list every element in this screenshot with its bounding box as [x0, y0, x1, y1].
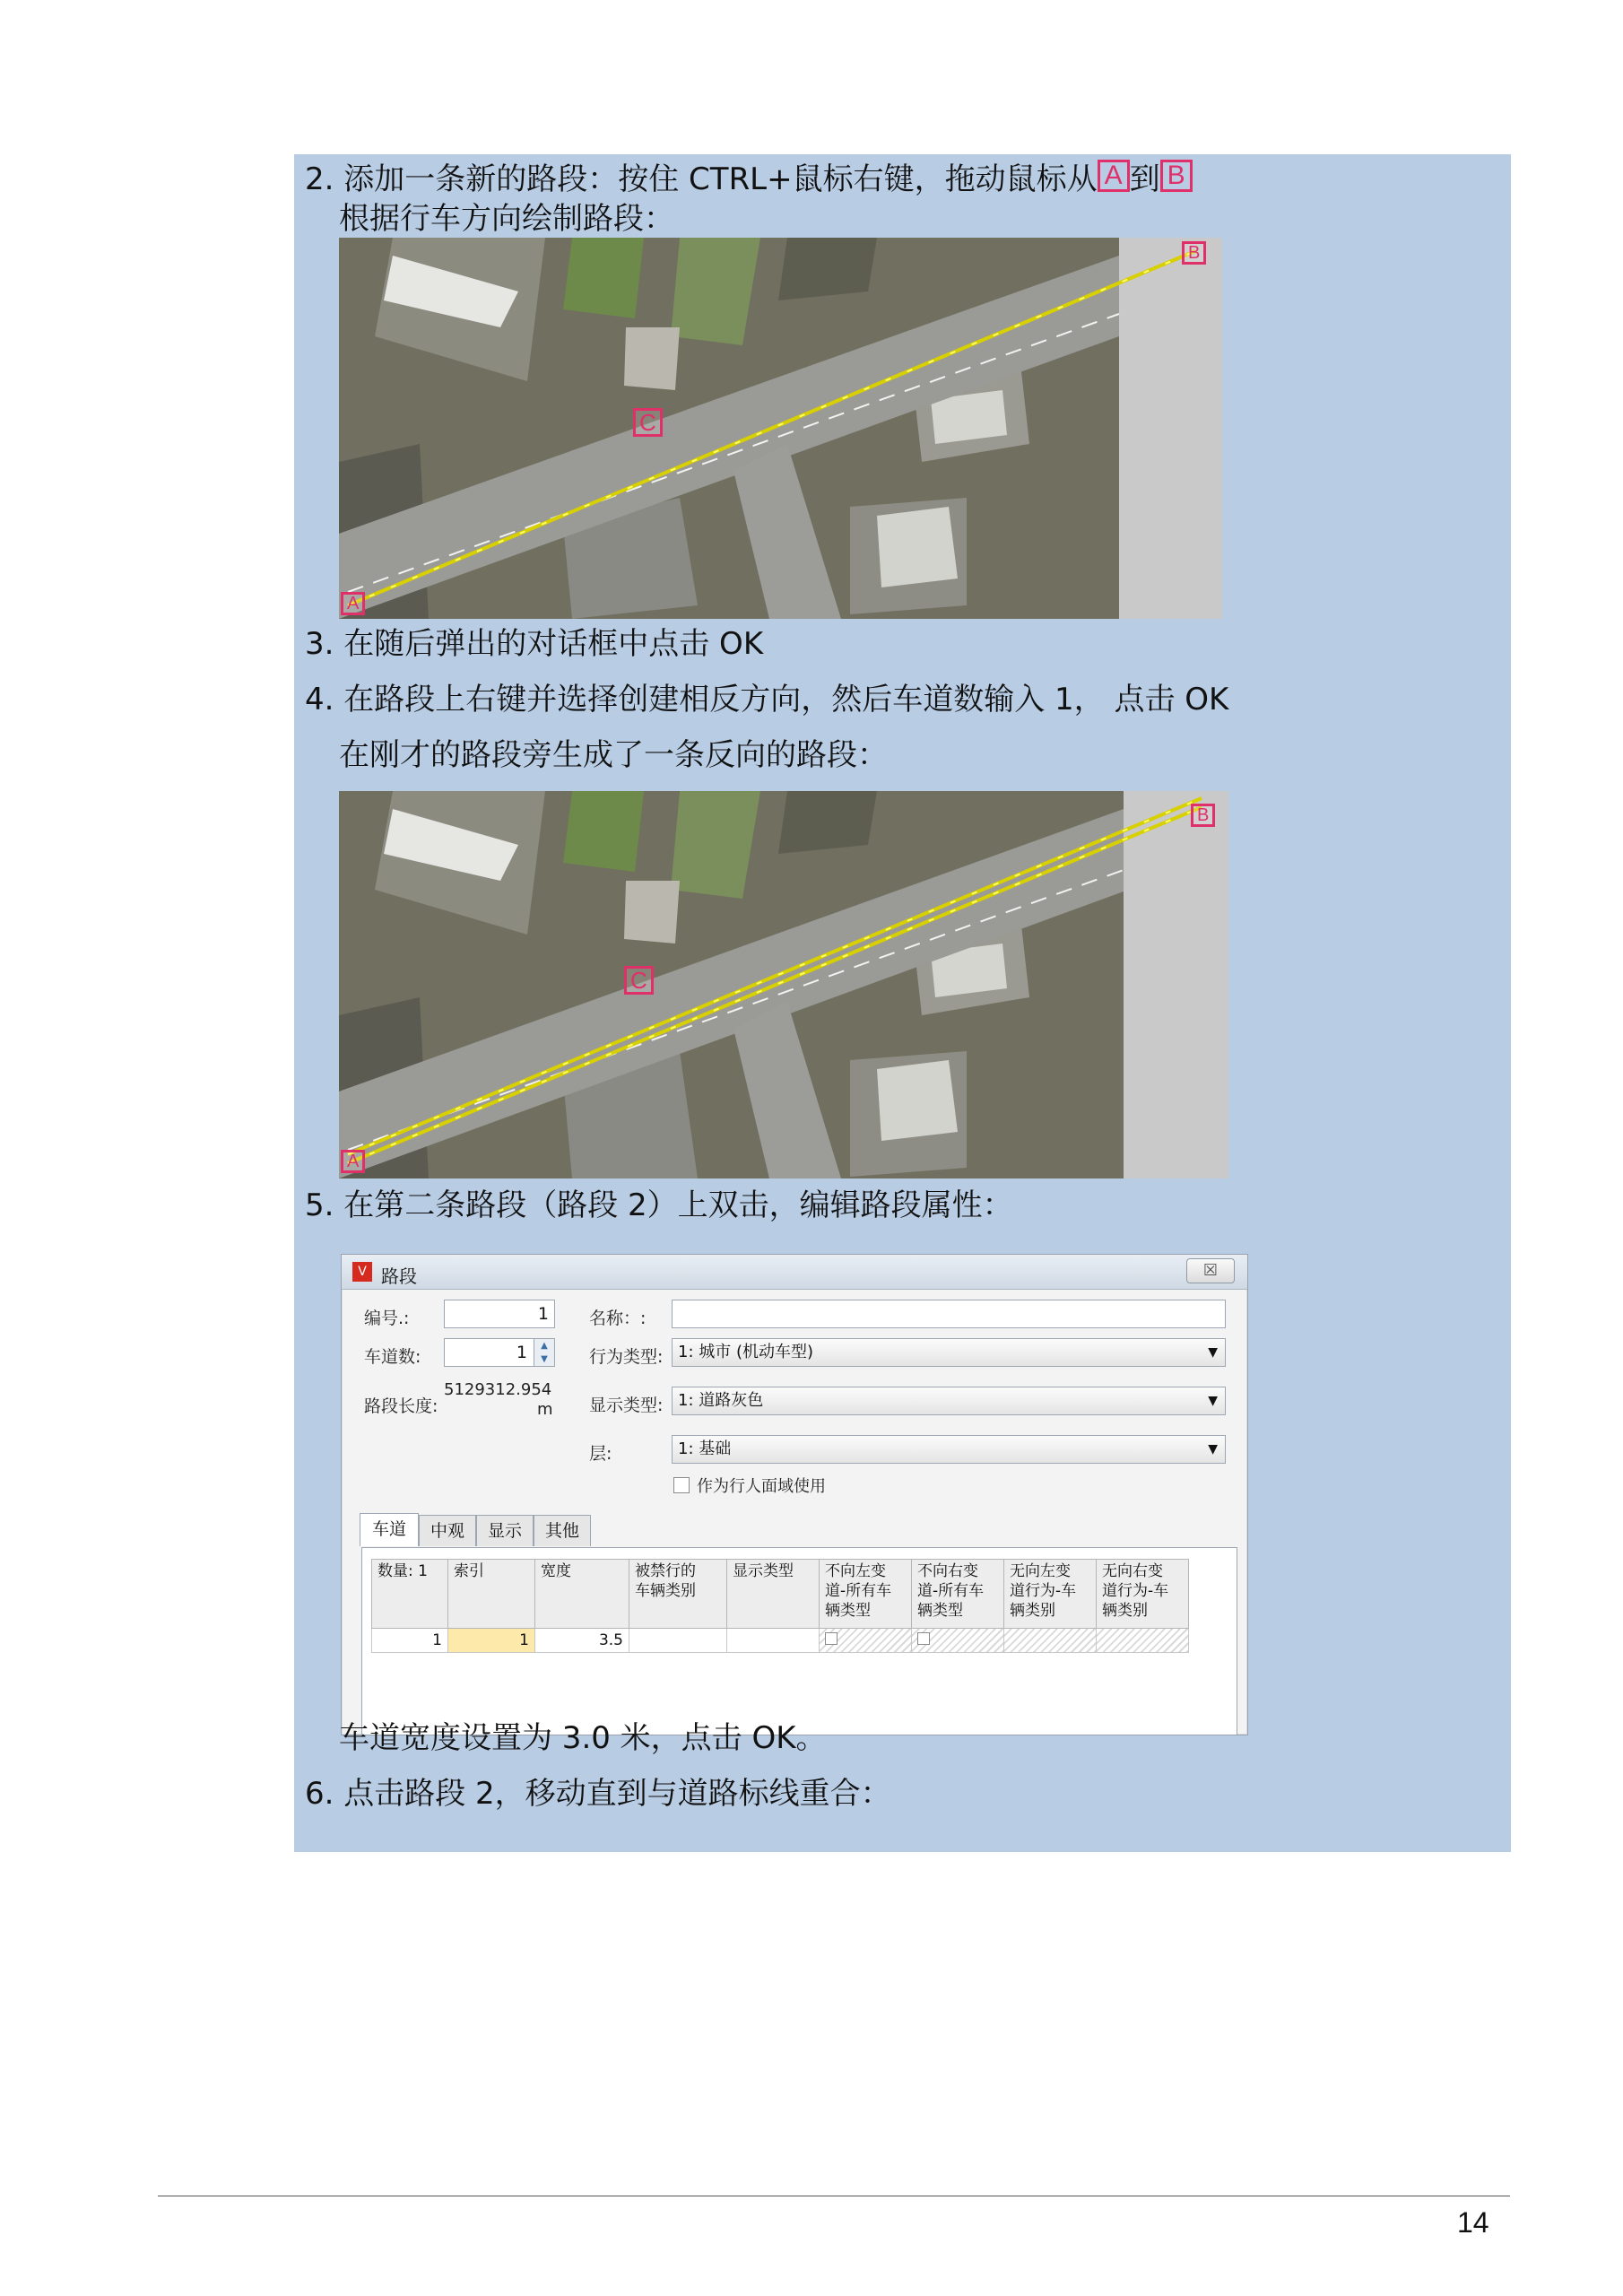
name-field[interactable]: [672, 1300, 1226, 1328]
step5-line: 5. 在第二条路段（路段 2）上双击，编辑路段属性：: [305, 1187, 1013, 1223]
aerial-image-1: [339, 238, 1222, 619]
col-display-type[interactable]: 显示类型: [727, 1560, 820, 1629]
tab-meso[interactable]: 中观: [419, 1515, 476, 1546]
cell-no-lc-left[interactable]: [820, 1629, 912, 1653]
step6-line: 6. 点击路段 2，移动直到与道路标线重合：: [305, 1776, 891, 1812]
label-b-2: B: [1191, 804, 1215, 827]
step3-line: 3. 在随后弹出的对话框中点击 OK: [305, 626, 764, 662]
aerial-image-1-graphic: [339, 238, 1222, 619]
length-unit: m: [537, 1400, 553, 1419]
dialog-titlebar: [342, 1255, 1247, 1290]
pedestrian-area-label: 作为行人面域使用: [697, 1477, 826, 1496]
col-no-lc-behavior-right[interactable]: 无向右变 道行为-车 辆类别: [1097, 1560, 1189, 1629]
col-no-lane-change-right[interactable]: 不向右变 道-所有车 辆类型: [912, 1560, 1004, 1629]
cell-no-lcb-left[interactable]: [1004, 1629, 1097, 1653]
page-number: 14: [1457, 2206, 1489, 2239]
table-row[interactable]: [372, 1629, 1189, 1653]
col-blocked-classes[interactable]: 被禁行的 车辆类别: [629, 1560, 727, 1629]
lanes-grid: [361, 1547, 1237, 1735]
cell-blocked[interactable]: [629, 1629, 727, 1653]
layer-value: 1: 基础: [678, 1439, 732, 1458]
layer-label: 层:: [589, 1444, 612, 1464]
link-properties-dialog: [341, 1254, 1248, 1735]
number-field[interactable]: 1: [444, 1300, 555, 1328]
lanes-spinner[interactable]: ▲ ▼: [534, 1339, 554, 1366]
chevron-down-icon: ▼: [1208, 1394, 1218, 1408]
col-count[interactable]: 数量: 1: [372, 1560, 448, 1629]
step2-line1: [305, 161, 1193, 197]
lanes-field[interactable]: [444, 1338, 555, 1367]
label-c-2: C: [624, 966, 654, 995]
tab-other[interactable]: 其他: [534, 1515, 591, 1546]
length-label: 路段长度:: [364, 1396, 438, 1416]
label-c: C: [633, 408, 663, 437]
step2-to: 到: [1129, 161, 1160, 197]
app-icon: V: [352, 1262, 372, 1282]
cell-index[interactable]: 1: [448, 1629, 535, 1653]
lanes-label: 车道数:: [364, 1347, 421, 1367]
step4-line1: 4. 在路段上右键并选择创建相反方向，然后车道数输入 1， 点击 OK: [305, 682, 1229, 718]
step2-text: 2. 添加一条新的路段：按住 CTRL+鼠标右键，拖动鼠标从: [305, 161, 1098, 197]
name-label: 名称：:: [589, 1309, 647, 1328]
col-no-lc-behavior-left[interactable]: 无向左变 道行为-车 辆类别: [1004, 1560, 1097, 1629]
lanes-value: 1: [516, 1343, 527, 1362]
layer-select[interactable]: [672, 1435, 1226, 1464]
col-no-lane-change-left[interactable]: 不向左变 道-所有车 辆类型: [820, 1560, 912, 1629]
aerial-image-2: [339, 791, 1228, 1178]
display-type-label: 显示类型:: [589, 1396, 664, 1415]
chevron-down-icon: ▼: [1208, 1442, 1218, 1457]
tab-lanes[interactable]: 车道: [360, 1513, 419, 1546]
dialog-title: 路段: [381, 1265, 417, 1287]
col-width[interactable]: 宽度: [535, 1560, 629, 1629]
label-a-2: A: [341, 1150, 365, 1173]
cell-display[interactable]: [727, 1629, 820, 1653]
lanes-table: [371, 1559, 1189, 1653]
length-value: 5129312.954: [444, 1380, 552, 1399]
aerial-image-2-graphic: [339, 791, 1228, 1178]
no-lc-right-checkbox[interactable]: [917, 1632, 930, 1645]
behavior-type-label: 行为类型:: [589, 1347, 664, 1367]
label-b: B: [1182, 241, 1206, 265]
display-type-select[interactable]: [672, 1387, 1226, 1415]
col-index[interactable]: 索引: [448, 1560, 535, 1629]
close-button[interactable]: ☒: [1186, 1258, 1235, 1283]
cell-count: 1: [372, 1629, 448, 1653]
table-header-row: [372, 1560, 1189, 1629]
display-type-value: 1: 道路灰色: [678, 1391, 764, 1410]
marker-a: A: [1098, 160, 1130, 192]
step2-line2: 根据行车方向绘制路段：: [339, 201, 674, 237]
behavior-type-select[interactable]: [672, 1338, 1226, 1367]
marker-b: B: [1160, 160, 1193, 192]
tab-display[interactable]: 显示: [476, 1515, 534, 1546]
cell-no-lcb-right[interactable]: [1097, 1629, 1189, 1653]
chevron-down-icon: ▼: [1208, 1345, 1218, 1360]
label-a: A: [341, 592, 365, 615]
cell-no-lc-right[interactable]: [912, 1629, 1004, 1653]
no-lc-left-checkbox[interactable]: [825, 1632, 838, 1645]
step4-line2: 在刚才的路段旁生成了一条反向的路段：: [339, 737, 888, 773]
pedestrian-area-checkbox[interactable]: [673, 1477, 690, 1493]
behavior-type-value: 1: 城市 (机动车型): [678, 1343, 814, 1361]
after-dialog-line: 车道宽度设置为 3.0 米，点击 OK。: [339, 1720, 827, 1756]
cell-width[interactable]: 3.5: [535, 1629, 629, 1653]
number-label: 编号.:: [364, 1309, 410, 1328]
